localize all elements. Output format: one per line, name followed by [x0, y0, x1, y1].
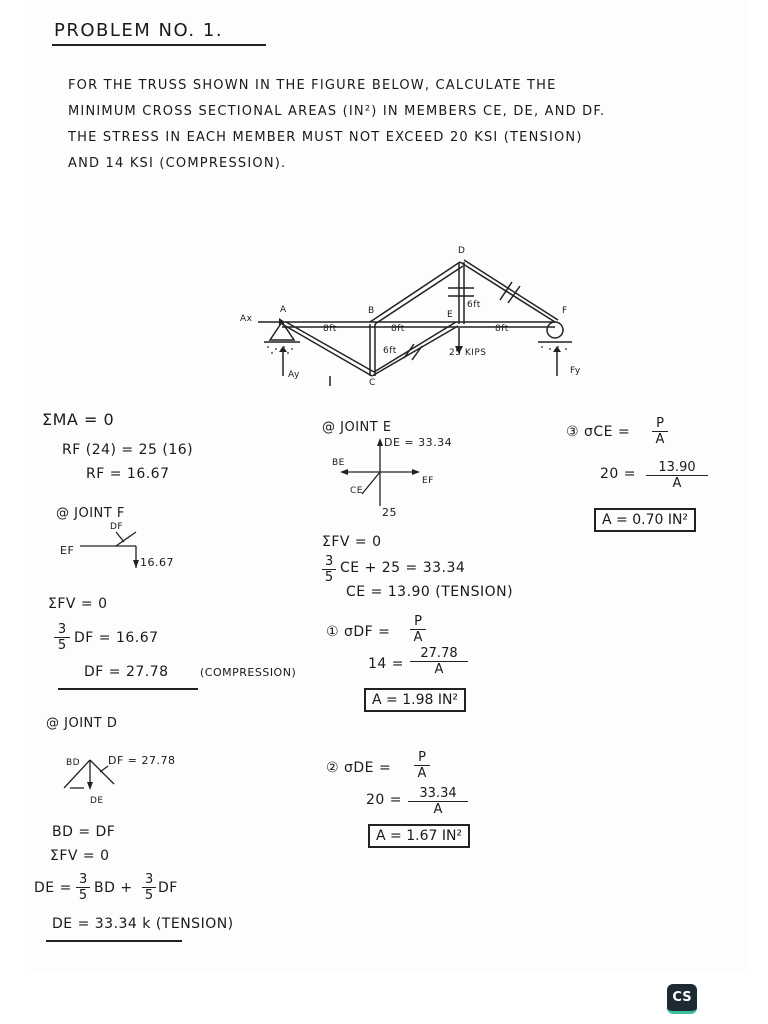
calc-3-eq-den: A — [672, 476, 682, 491]
node-e-label: E — [447, 310, 454, 320]
joint-f-underline — [58, 688, 198, 690]
joint-e-ce-label: CE — [350, 486, 363, 496]
joint-f-heading: @ JOINT F — [56, 506, 125, 521]
joint-d-eq-3-right: DF — [158, 880, 178, 896]
calc-2-eq-num: 33.34 — [408, 786, 468, 802]
moment-eq-1: ΣMA = 0 — [42, 410, 115, 429]
statement-line-2: MINIMUM CROSS SECTIONAL AREAS (IN²) IN MEMBERS CE, DE, AND DF. — [68, 104, 606, 119]
calc-3-fraction — [646, 460, 708, 491]
calc-1-label: ① σDF = — [326, 624, 391, 640]
joint-d-frac-den-1: 5 — [78, 888, 88, 903]
joint-d-frac-num-1: 3 — [76, 872, 90, 888]
calc-2-formula-num: P — [414, 750, 430, 766]
joint-e-heading: @ JOINT E — [322, 420, 392, 435]
calc-2-eq-den: A — [433, 802, 443, 817]
calc-1-eq-den: A — [434, 662, 444, 677]
dim-bc-label: 6ft — [383, 346, 397, 356]
joint-f-value: 16.67 — [140, 556, 174, 569]
calc-2-fraction — [408, 786, 468, 817]
joint-e-sum: ΣFV = 0 — [322, 534, 382, 550]
node-f-label: F — [562, 306, 568, 316]
ay-label: Ay — [288, 370, 300, 380]
joint-d-eq-2: ΣFV = 0 — [50, 848, 110, 864]
calc-2-label: ② σDE = — [326, 760, 392, 776]
calc-1-formula — [410, 614, 426, 645]
joint-d-eq-3-mid: BD + — [94, 880, 133, 896]
joint-f-sum: ΣFV = 0 — [48, 596, 108, 612]
statement-line-4: AND 14 KSI (COMPRESSION). — [68, 156, 287, 171]
dim-be-label: 8ft — [391, 324, 405, 334]
joint-f-result-note: (COMPRESSION) — [200, 666, 297, 679]
joint-f-frac-num: 3 — [54, 622, 70, 638]
joint-d-heading: @ JOINT D — [46, 716, 118, 731]
page-title: PROBLEM NO. 1. — [54, 20, 224, 41]
joint-d-frac-num-2: 3 — [142, 872, 156, 888]
joint-d-underline — [46, 940, 182, 942]
calc-1-eq-left: 14 = — [368, 656, 404, 672]
calc-2-eq-left: 20 = — [366, 792, 402, 808]
joint-d-eq-1: BD = DF — [52, 824, 116, 840]
joint-f-fraction — [54, 622, 70, 653]
moment-eq-2: RF (24) = 25 (16) — [62, 442, 194, 458]
moment-eq-3: RF = 16.67 — [86, 466, 170, 482]
truss-drawing — [0, 0, 768, 400]
dim-ed-label: 6ft — [467, 300, 481, 310]
calc-3-formula-num: P — [652, 416, 668, 432]
joint-e-frac-num: 3 — [322, 554, 336, 570]
calc-1-answer-box: A = 1.98 IN² — [364, 688, 466, 712]
calc-1-formula-den: A — [413, 630, 423, 645]
camscanner-logo: CS — [667, 984, 697, 1014]
joint-d-eq-3-left: DE = — [34, 880, 72, 896]
calc-3-eq-num: 13.90 — [646, 460, 708, 476]
dim-ab-label: 8ft — [323, 324, 337, 334]
calc-3-label: ③ σCE = — [566, 424, 631, 440]
calc-3-formula — [652, 416, 668, 447]
joint-d-fraction-2 — [142, 872, 156, 903]
node-a-label: A — [280, 305, 287, 315]
statement-line-1: FOR THE TRUSS SHOWN IN THE FIGURE BELOW, CALCULATE THE — [68, 78, 557, 93]
dim-ef-label: 8ft — [495, 324, 509, 334]
joint-e-eq: CE + 25 = 33.34 — [340, 560, 466, 576]
node-d-label: D — [458, 246, 466, 256]
calc-2-formula-den: A — [417, 766, 427, 781]
calc-1-eq-num: 27.78 — [410, 646, 468, 662]
calc-1-formula-num: P — [410, 614, 426, 630]
node-c-label: C — [369, 378, 376, 388]
joint-d-result: DE = 33.34 k (TENSION) — [52, 916, 234, 932]
calc-3-eq-left: 20 = — [600, 466, 636, 482]
joint-f-eq: DF = 16.67 — [74, 630, 159, 646]
joint-f-frac-den: 5 — [57, 638, 67, 653]
joint-d-de-label: DE — [90, 796, 104, 806]
joint-e-be-label: BE — [332, 458, 345, 468]
joint-e-fraction — [322, 554, 336, 585]
statement-line-3: THE STRESS IN EACH MEMBER MUST NOT EXCEED 20 KSI (TENSION) — [68, 130, 583, 145]
load-label: 25 KIPS — [449, 348, 487, 358]
joint-e-ef-label: EF — [422, 476, 434, 486]
node-b-label: B — [368, 306, 375, 316]
joint-f-ef-label: EF — [60, 544, 75, 557]
joint-e-load: 25 — [382, 506, 397, 519]
fy-label: Fy — [570, 366, 581, 376]
joint-f-df-label: DF — [110, 522, 124, 532]
joint-e-result: CE = 13.90 (TENSION) — [346, 584, 514, 600]
calc-3-formula-den: A — [655, 432, 665, 447]
joint-d-fraction-1 — [76, 872, 90, 903]
joint-d-bd-label: BD — [66, 758, 81, 768]
calc-3-answer-box: A = 0.70 IN² — [594, 508, 696, 532]
joint-f-result: DF = 27.78 — [84, 664, 169, 680]
ax-label: Ax — [240, 314, 253, 324]
joint-e-frac-den: 5 — [324, 570, 334, 585]
calc-2-answer-box: A = 1.67 IN² — [368, 824, 470, 848]
joint-d-frac-den-2: 5 — [144, 888, 154, 903]
joint-d-df-label: DF = 27.78 — [108, 754, 176, 767]
calc-1-fraction — [410, 646, 468, 677]
calc-2-formula — [414, 750, 430, 781]
joint-e-de-label: DE = 33.34 — [384, 436, 453, 449]
